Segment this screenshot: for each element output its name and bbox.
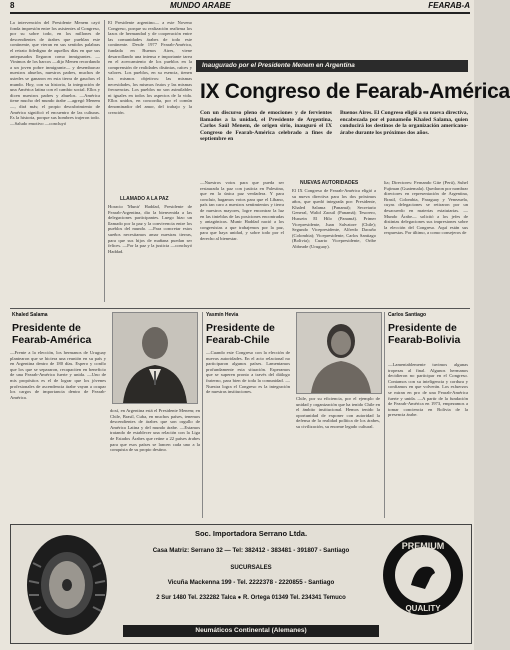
profile-text-1: —Frente a la elección, los hermanos de Uruguay plantearon que se hiciera una reunión en su país y en Argentina dentro de 180 días. Espero y confío que los que se separaron, recapaciten en beneficio de una Fearab-América fuerte y unida. —Uno de mis propósitos es el de lograr que los jóvenes profesionales de ascendencia árabe vayan a ocupar los cargos de importancia dentro de Fearab-América. xyxy=(10,350,106,400)
column-divider xyxy=(384,312,385,518)
main-headline: IX Congreso de Fearab-América xyxy=(200,80,510,103)
nuevas-autoridades-subhead: NUEVAS AUTORIDADES xyxy=(300,180,359,186)
lead-paragraph-right: Buenos Aires. El Congreso eligió a su nueva directiva, encabezada por el panameño Khaled Salama, quien conducirá los destinos de la organización americano-árabe durante los próximos dos años. xyxy=(340,110,468,136)
tire-illustration xyxy=(19,533,115,637)
ad-sucursales: SUCURSALES xyxy=(230,565,272,571)
ad-company: Soc. Importadora Serrano Ltda. xyxy=(194,529,308,538)
lead-paragraph-left: Con un discurso pleno de emociones y de fervientes llamados a la unidad, el Presidente de Argentina, Carlos Saúl Menem, de origen sirio, inauguró el IX Congreso de Fearab-América celebrado a fines de septiembre en xyxy=(200,110,332,143)
profile-headline-1: Presidente de Fearab-América xyxy=(12,322,92,346)
page-header xyxy=(10,0,470,14)
profile-tag-3: Carlos Santiago xyxy=(388,312,427,318)
article-column-2b: Horacio 'Munir' Haddad, Presidente de Fearab-Argentina, dio la bienvenida a las delegaciones participantes. Luego hizo un llamado por la paz y la convivencia entre los pueblos del mundo. —Para concretar estos sueños necesitamos amar nuestras tierras, para que sus hijos de mañana puedan ser felices. —Por la paz y la justicia —concluyó Haddad. xyxy=(108,204,192,254)
profile-text-2b: Chile, por su eficiencia, por el ejemplo de unidad y organización que ha tenido Chile en el ámbito institucional. Hemos tenido la oportunidad de exponer con autoridad la defensa de la realidad política de los árabes, su civilización, su enorme legado cultural. xyxy=(296,396,380,429)
profile-tag-1: Khaled Salama xyxy=(12,312,48,318)
seal-bottom-text: QUALITY xyxy=(405,604,441,613)
premium-quality-seal xyxy=(381,533,465,617)
profile-headline-3: Presidente de Fearab-Bolivia xyxy=(388,322,461,346)
profile-text-3: —Lamentablemente tuvimos algunas tropezas al final. Algunos hermanos decidieron no participar en el Congreso. Contamos con su inteligencia y cordura y confiamos en que volverán. Los esfuerzos se miran en pro de una Fearab-América fuerte y unida. —A partir de la fundación de Fearab-América en 1973, empezamos a tomar conciencia en Bolivia de la presencia árabe. xyxy=(388,362,468,418)
profile-text-1b: doxí, en Argentina está el Presidente Menem; en Chile, Brasil, Cuba, en muchos países, tenemos descendientes de árabes que son orgullo de América Latina y del mundo árabe. —Estamos tratando de establecer una relación con la Liga de Estados Árabes que reúne a 22 países árabes para que esos países se lancen cada uno a la conquista de su propio destino. xyxy=(110,408,200,453)
kicker-banner: Inaugurado por el Presidente Menem en Argentina xyxy=(196,60,468,72)
ad-neumaticos-bar: Neumáticos Continental (Alemanes) xyxy=(123,625,379,637)
advertisement xyxy=(10,524,472,644)
column-divider xyxy=(202,312,203,518)
page-number: 8 xyxy=(10,1,15,10)
photo-yasmin-hevia xyxy=(296,312,382,394)
section-title: MUNDO ARABE xyxy=(170,1,231,10)
section-divider xyxy=(10,308,470,309)
ad-sucursal-1: Vicuña Mackenna 199 - Tel. 2222378 - 2220855 - Santiago xyxy=(167,579,335,586)
ad-sucursal-2: 2 Sur 1480 Tel. 232282 Talca ● R. Ortega 01349 Tel. 234341 Temuco xyxy=(156,595,346,601)
photo-khaled-salama xyxy=(112,312,198,404)
profile-text-2: —Cuando este Congreso con la elección de nuevas autoridades. En el acto relacional no participaron algunos países. Lamentamos profundamente esta situación. Esperamos que se superen pronto a través del diálogo fraterno, para bien de toda la comunidad. —Nuestra logra el Congreso es la integración de nuestras instituciones. xyxy=(206,350,290,395)
header-right: FEARAB-A xyxy=(428,1,470,10)
seal-top-text: PREMIUM xyxy=(401,541,445,551)
ad-casa-matriz: Casa Matriz: Serrano 32 — Tel: 382412 - 383481 - 391807 - Santiago xyxy=(152,547,350,554)
article-column-1: La intervención del Presidente Menem cayó fonda impresión entre los asistentes al Congreso, por su sobre todo, en los millones de descendientes de árabes que pueblan este continente, que vieran en sus sentidos palabras el retrato fidedigno de aquellos días en que sus antepasados llegaron como inmigrantes. —Vinimos de los barcos —dijo Menen recordando a un joven pobre inmigrante— y desembarcar nuestros abuelos, nuestros padres, muchos de ustedes se ganaron en esta tierra de gauchos el mundo. Hoy, con su historia, la integración de una América latina con el cambio social. Ellos y dicen nuestros padres y abuelos. —América tiene mucho del mundo árabe —agregó Menem—, dirá más; el propio descubrimiento de América significó el encuentro de las culturas. Es la historia, porque sus hombres trajeron todo. —Saludo emotivo —concluyó xyxy=(10,20,100,126)
column-divider xyxy=(104,20,105,302)
profile-headline-2: Presidente de Fearab-Chile xyxy=(206,322,275,346)
article-column-2: El Presidente argentino— a este Noveno Congreso, porque su realización reafirma los lazos de hermandad y de cooperación entre las comunidades árabes de todo este continente. Desde 1977 Fearab-América, fundada en Buenos Aires, viene desarrollando una intensa e importante tarea en el acercamiento de los pueblos en la comprensión de realidades distintas, raíces y valores. Los pueblos, en su esencia, tienen los mismos objetivos: las mismas necesidades, los mismos frutos y las mismas frecuencias. Los pueblos no son asimilables ni iguales en todos los aspectos de la vida. Ellos unidos, en concordia, por el común denominador del amor, del trabajo y la creación. xyxy=(108,20,192,115)
middle-column-3: lia; Directores: Fernando Gite (Perú), Suhel Fujiman (Guatemala). Quedaron por nombrar directores en representación de Argentina, Brasil, Colombia, Paraguay y Venezuela, cuyas delegaciones se retiraron por un desacuerdo en materias estatutarias. —Mundo Árabe— solicitó a los jefes de distintas delegaciones sus impresiones sobre la elección del Congreso. Aquí están sus respuestas. Por último, a como consejeros de xyxy=(384,180,468,236)
llamado-subhead: LLAMADO A LA PAZ xyxy=(120,196,169,202)
profile-tag-2: Yasmín Hevia xyxy=(206,312,239,318)
middle-column-2: El IX Congreso de Fearab-América eligió a su nueva directiva para los dos próximos años, que quedó integrada por: Presidente, Khaled Salama (Panamá); Secretario General, Walid Zaouil (Panamá); Tesorero, Hussein El Hilo (Panamá). Primer Vicepresidente, Juan Salvatore (Chile); Segundo Vicepresidente, Alfredo Dacuño (Colombia); Vicepresidente, Carlos Santiago (Bolivia); Cuarto Vicepresidente, Oribe Abbeade (Uruguay). xyxy=(292,188,376,249)
middle-column-1: —Nuestros votos para que pueda ser restaurada la paz con justicia en Palestina, que en la única paz verdadera. Y para concluir, hagamos votos para que el Líbano, país tan caro a nuestros sentimientos y tierra de nuestros mayores, logre encontrar la luz en las tinieblas de las posiciones encontradas y antagónicas. Munir Haddad nació a los congresistas a que trabajemos por la paz, para que haya unidad, y sobre todo por el derecho al bienestar. xyxy=(200,180,284,241)
